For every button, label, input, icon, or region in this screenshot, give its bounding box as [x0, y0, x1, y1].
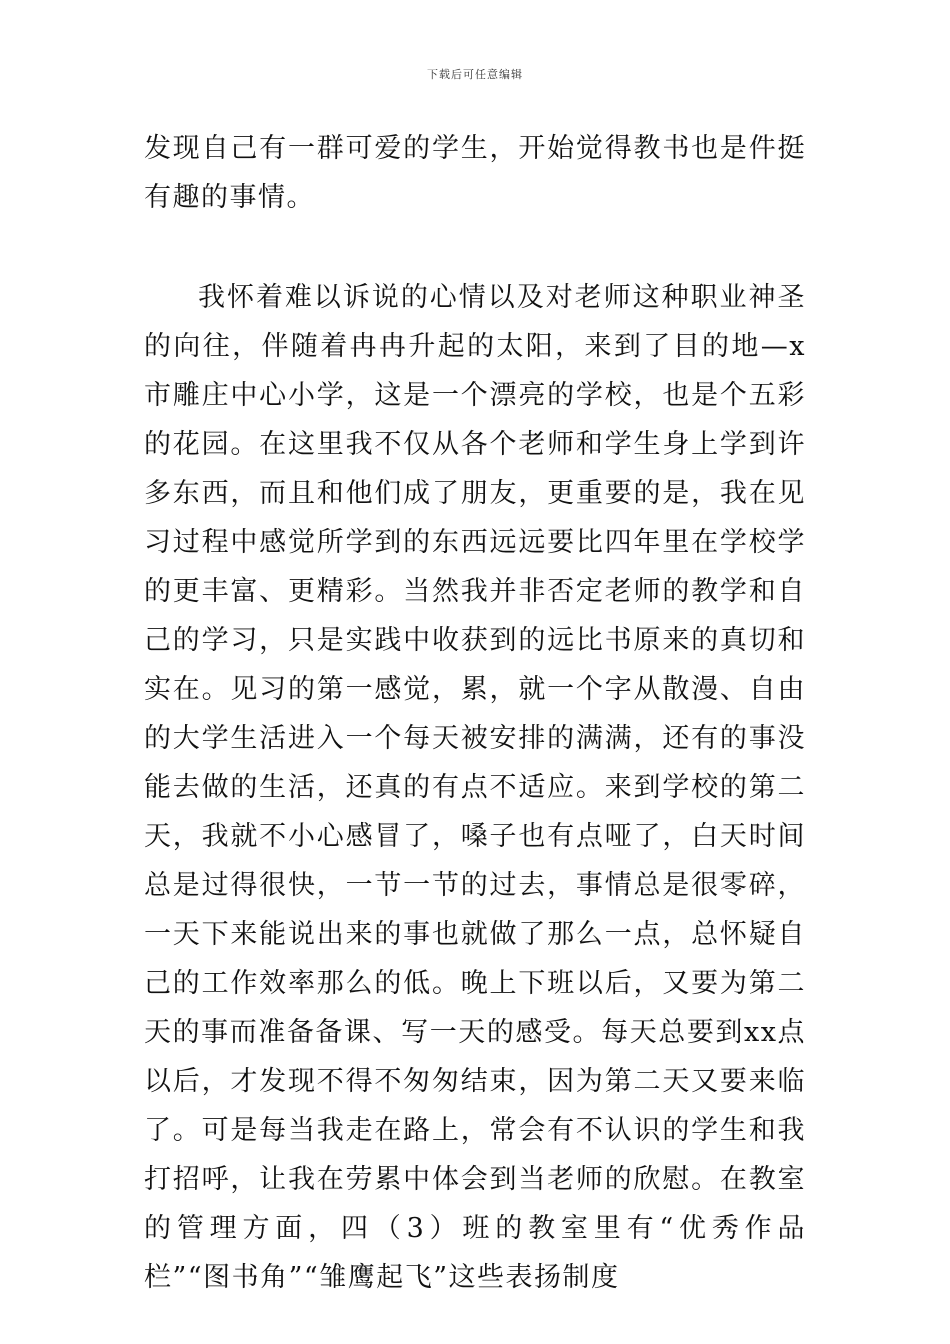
paragraph-2: 我怀着难以诉说的心情以及对老师这种职业神圣的向往，伴随着冉冉升起的太阳，来到了目的地—x市雕庄中心小学，这是一个漂亮的学校，也是个五彩的花园。在这里我不仅从各个老师和学生身上学到许多东西，而且和他们成了朋友，更重要的是，我在见习过程中感觉所学到的东西远远要比四年里在学校学的更丰富、更精彩。当然我并非否定老师的教学和自己的学习，只是实践中收获到的远比书原来的真切和实在。见习的第一感觉，累，就一个字从散漫、自由的大学生活进入一个每天被安排的满满，还有的事没能去做的生活，还真的有点不适应。来到学校的第二天，我就不小心感冒了，嗓子也有点哑了，白天时间总是过得很快，一节一节的过去，事情总是很零碎，一天下来能说出来的事也就做了那么一点，总怀疑自己的工作效率那么的低。晚上下班以后，又要为第二天的事而准备备课、写一天的感受。每天总要到xx点以后，才发现不得不匆匆结束，因为第二天又要来临了。可是每当我走在路上，常会有不认识的学生和我打招呼，让我在劳累中体会到当老师的欣慰。在教室的管理方面，四（3）班的教室里有“优秀作品栏”“图书角”“雏鹰起飞”这些表扬制度 [144, 282, 806, 1293]
header-note: 下载后可任意编辑 [427, 68, 523, 81]
paragraph-1: 发现自己有一群可爱的学生，开始觉得教书也是件挺有趣的事情。 [144, 133, 806, 213]
